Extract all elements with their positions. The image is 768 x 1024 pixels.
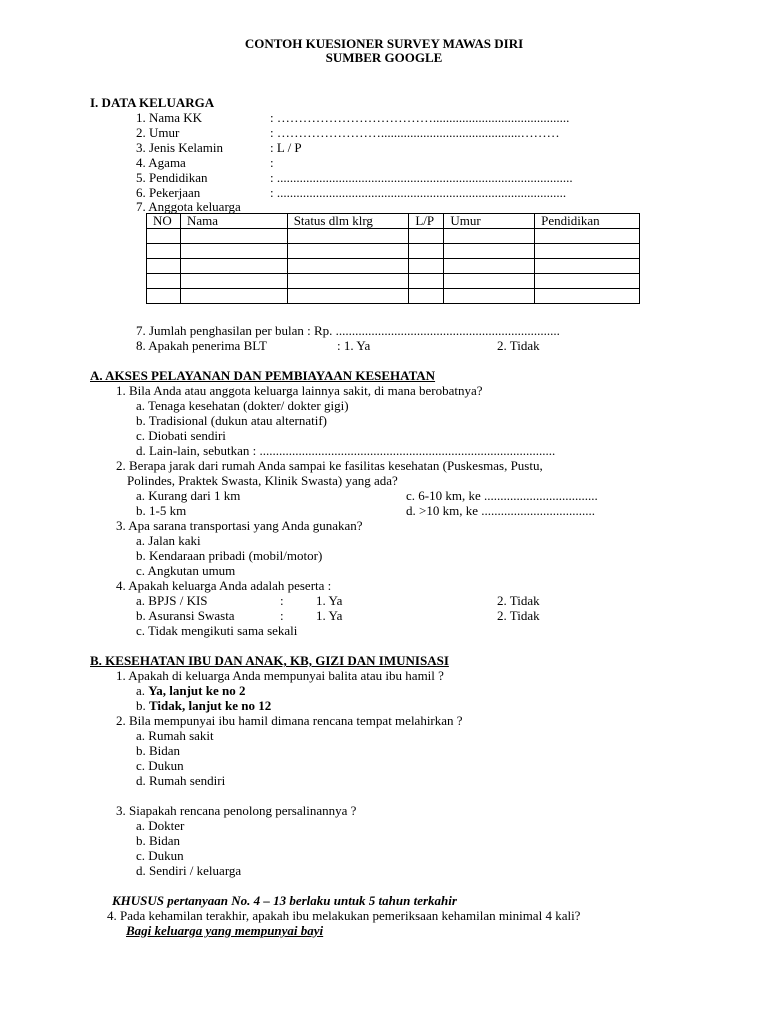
income-field: 7. Jumlah penghasilan per bulan : Rp. ..................................................................... <box>136 323 560 338</box>
table-cell[interactable] <box>444 229 535 244</box>
table-row <box>147 289 640 304</box>
khusus-note: KHUSUS pertanyaan No. 4 – 13 berlaku untuk 5 tahun terkahir <box>112 893 457 908</box>
table-cell[interactable] <box>535 274 640 289</box>
a-q4-asuransi-no: 2. Tidak <box>497 608 540 623</box>
table-cell[interactable] <box>287 259 409 274</box>
a-q4-option-asuransi: b. Asuransi Swasta <box>136 608 235 623</box>
a-q1-option: b. Tradisional (dukun atau alternatif) <box>136 413 327 428</box>
table-cell[interactable] <box>409 289 444 304</box>
field-value-umur: : ……………………...........................................……… <box>270 125 560 140</box>
table-cell[interactable] <box>444 259 535 274</box>
a-q2-option-a: a. Kurang dari 1 km <box>136 488 241 503</box>
a-q4-bpjs-no: 2. Tidak <box>497 593 540 608</box>
section-b-heading: B. KESEHATAN IBU DAN ANAK, KB, GIZI DAN IMUNISASI <box>90 653 449 668</box>
table-cell[interactable] <box>409 274 444 289</box>
family-members-table <box>146 213 640 304</box>
b-q3-option: c. Dukun <box>136 848 184 863</box>
b-question-2: 2. Bila mempunyai ibu hamil dimana rencana tempat melahirkan ? <box>116 713 463 728</box>
section-a-heading: A. AKSES PELAYANAN DAN PEMBIAYAAN KESEHATAN <box>90 368 436 383</box>
b-q3-option: b. Bidan <box>136 833 181 848</box>
b-q3-option: a. Dokter <box>136 818 185 833</box>
document-subtitle: SUMBER GOOGLE <box>325 50 443 65</box>
table-cell[interactable] <box>535 259 640 274</box>
field-value-jenis-kelamin: : L / P <box>270 140 302 155</box>
b-q1-option-a-prefix: a. <box>136 683 149 698</box>
members-label: 7. Anggota keluarga <box>136 199 241 214</box>
b-q2-option: d. Rumah sendiri <box>136 773 226 788</box>
table-cell[interactable] <box>287 229 409 244</box>
b-q1-option-b-prefix: b. <box>136 698 149 713</box>
table-cell[interactable] <box>409 244 444 259</box>
b-question-1: 1. Apakah di keluarga Anda mempunyai balita atau ibu hamil ? <box>116 668 444 683</box>
table-cell[interactable] <box>287 244 409 259</box>
table-cell[interactable] <box>287 289 409 304</box>
document-title: CONTOH KUESIONER SURVEY MAWAS DIRI <box>244 36 524 51</box>
table-cell[interactable] <box>287 274 409 289</box>
table-cell[interactable] <box>147 274 181 289</box>
field-label-agama: 4. Agama <box>136 155 186 170</box>
a-question-3: 3. Apa sarana transportasi yang Anda gunakan? <box>116 518 363 533</box>
a-q1-option: a. Tenaga kesehatan (dokter/ dokter gigi) <box>136 398 349 413</box>
a-q3-option: b. Kendaraan pribadi (mobil/motor) <box>136 548 323 563</box>
table-cell[interactable] <box>147 289 181 304</box>
table-cell[interactable] <box>444 289 535 304</box>
a-q4-asuransi-yes: 1. Ya <box>316 608 343 623</box>
b-question-4: 4. Pada kehamilan terakhir, apakah ibu melakukan pemeriksaan kehamilan minimal 4 kali? <box>107 908 581 923</box>
table-cell[interactable] <box>409 259 444 274</box>
table-header-umur: Umur <box>444 214 535 229</box>
field-label-umur: 2. Umur <box>136 125 180 140</box>
b-q3-option: d. Sendiri / keluarga <box>136 863 242 878</box>
table-row <box>147 244 640 259</box>
table-header-status: Status dlm klrg <box>287 214 409 229</box>
table-row <box>147 229 640 244</box>
a-q4-bpjs-yes: 1. Ya <box>316 593 343 608</box>
field-label-nama-kk: 1. Nama KK <box>136 110 203 125</box>
a-q4-colon: : <box>280 608 284 623</box>
b-q1-option-a-text: Ya, lanjut ke no 2 <box>148 683 246 698</box>
section-i-heading: I. DATA KELUARGA <box>90 95 215 110</box>
table-cell[interactable] <box>180 259 287 274</box>
a-question-2: 2. Berapa jarak dari rumah Anda sampai ke fasilitas kesehatan (Puskesmas, Pustu, <box>116 458 543 473</box>
table-cell[interactable] <box>409 229 444 244</box>
table-cell[interactable] <box>444 274 535 289</box>
a-q3-option: c. Angkutan umum <box>136 563 236 578</box>
table-cell[interactable] <box>180 244 287 259</box>
a-q2-option-c: c. 6-10 km, ke ................................... <box>406 488 598 503</box>
b-q2-option: c. Dukun <box>136 758 184 773</box>
table-header-no: NO <box>147 214 181 229</box>
table-row <box>147 259 640 274</box>
table-cell[interactable] <box>180 229 287 244</box>
a-q3-option: a. Jalan kaki <box>136 533 201 548</box>
table-cell[interactable] <box>535 244 640 259</box>
blt-option-yes: : 1. Ya <box>337 338 371 353</box>
table-cell[interactable] <box>147 229 181 244</box>
field-value-pekerjaan: : ......................................................................................... <box>270 185 567 200</box>
table-cell[interactable] <box>535 289 640 304</box>
table-cell[interactable] <box>444 244 535 259</box>
a-q4-colon: : <box>280 593 284 608</box>
a-q1-option: d. Lain-lain, sebutkan : ........................................................................................... <box>136 443 556 458</box>
table-header-pendidikan: Pendidikan <box>535 214 640 229</box>
field-value-agama: : <box>270 155 274 170</box>
field-label-pekerjaan: 6. Pekerjaan <box>136 185 201 200</box>
b-q2-option: b. Bidan <box>136 743 181 758</box>
b-q1-option-b-text: Tidak, lanjut ke no 12 <box>149 698 272 713</box>
a-q2-option-b: b. 1-5 km <box>136 503 187 518</box>
b-q1-option-a <box>136 683 245 698</box>
field-label-jenis-kelamin: 3. Jenis Kelamin <box>136 140 224 155</box>
table-cell[interactable] <box>147 259 181 274</box>
table-header-nama: Nama <box>180 214 287 229</box>
a-q4-option-none: c. Tidak mengikuti sama sekali <box>136 623 298 638</box>
b-question-3: 3. Siapakah rencana penolong persalinannya ? <box>116 803 357 818</box>
a-question-2-cont: Polindes, Praktek Swasta, Klinik Swasta) yang ada? <box>127 473 398 488</box>
bagi-keluarga-subheading: Bagi keluarga yang mempunyai bayi <box>126 923 324 938</box>
table-row <box>147 274 640 289</box>
table-header-row <box>147 214 640 229</box>
field-value-nama-kk: : ……………………………….......................................... <box>270 110 570 125</box>
a-q2-option-d: d. >10 km, ke ................................... <box>406 503 595 518</box>
a-q1-option: c. Diobati sendiri <box>136 428 226 443</box>
a-question-4: 4. Apakah keluarga Anda adalah peserta : <box>116 578 332 593</box>
blt-label: 8. Apakah penerima BLT <box>136 338 267 353</box>
a-q4-option-bpjs: a. BPJS / KIS <box>136 593 208 608</box>
field-value-pendidikan: : ........................................................................................... <box>270 170 573 185</box>
field-label-pendidikan: 5. Pendidikan <box>136 170 208 185</box>
a-question-1: 1. Bila Anda atau anggota keluarga lainnya sakit, di mana berobatnya? <box>116 383 483 398</box>
table-header-lp: L/P <box>409 214 444 229</box>
table-cell[interactable] <box>535 229 640 244</box>
table-cell[interactable] <box>180 289 287 304</box>
blt-option-no: 2. Tidak <box>497 338 540 353</box>
table-cell[interactable] <box>147 244 181 259</box>
b-q1-option-b <box>136 698 271 713</box>
table-cell[interactable] <box>180 274 287 289</box>
b-q2-option: a. Rumah sakit <box>136 728 214 743</box>
